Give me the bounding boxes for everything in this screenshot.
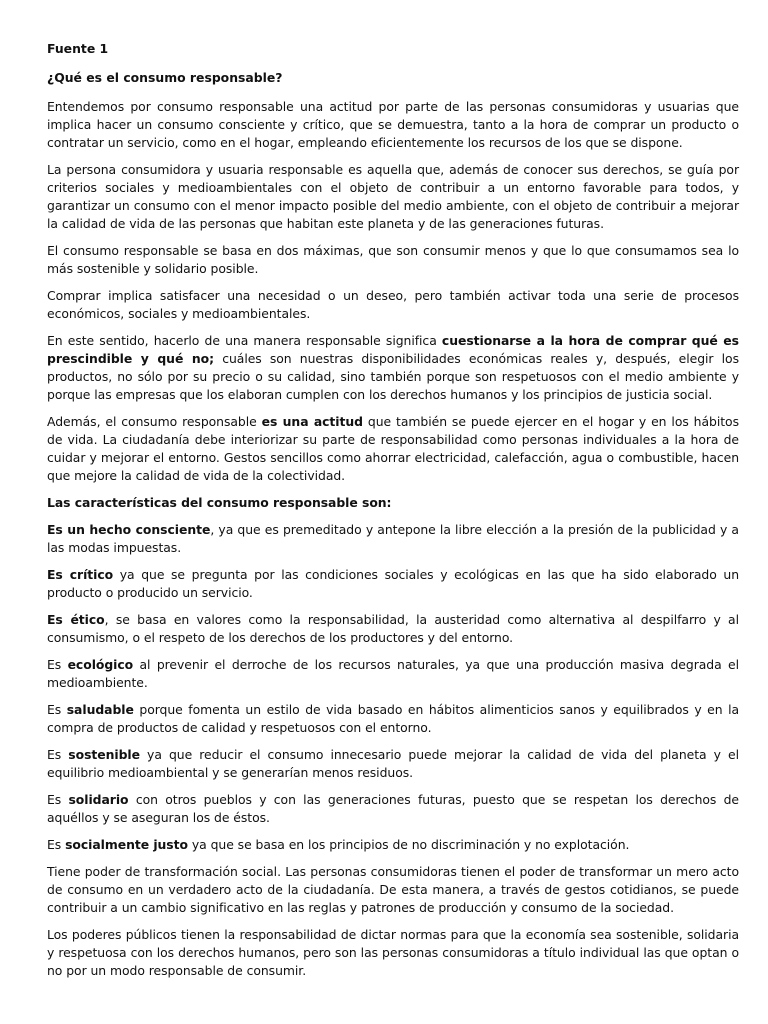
text-run: cuáles son nuestras disponibilidades económicas reales y, después, elegir los productos, no sólo por su precio o su calidad, sino también porque son respetuosos con el medio ambiente y porque las empresas que los elaboran cumplen con los derechos humanos y los principios de justicia social. bbox=[47, 351, 739, 402]
paragraph-p7 bbox=[47, 494, 739, 512]
paragraph-p13 bbox=[47, 746, 739, 782]
bold-text: socialmente justo bbox=[65, 837, 188, 852]
bold-text: Las características del consumo responsable son: bbox=[47, 495, 392, 510]
paragraph-p2 bbox=[47, 161, 739, 233]
text-run: La persona consumidora y usuaria responsable es aquella que, además de conocer sus derechos, se guía por criterios sociales y medioambientales con el objeto de contribuir a un entorno favorable para todos, y garantizar un consumo con el menor impacto posible del medio ambiente, con el objeto de contribuir a mejorar la calidad de vida de las personas que habitan este planeta y de las generaciones futuras. bbox=[47, 162, 739, 231]
text-run: Además, el consumo responsable bbox=[47, 414, 262, 429]
bold-text: es una actitud bbox=[261, 414, 363, 429]
bold-text: Es ético bbox=[47, 612, 105, 627]
bold-text: Es crítico bbox=[47, 567, 114, 582]
section-question: ¿Qué es el consumo responsable? bbox=[47, 70, 283, 85]
paragraph-p11 bbox=[47, 656, 739, 692]
bold-text: sostenible bbox=[68, 747, 140, 762]
paragraph-p15 bbox=[47, 836, 739, 854]
paragraph-p8 bbox=[47, 521, 739, 557]
text-run: Es bbox=[47, 702, 67, 717]
text-run: En este sentido, hacerlo de una manera responsable significa bbox=[47, 333, 442, 348]
text-run: , ya que es premeditado y antepone la libre elección a la presión de la publicidad y a las modas impuestas. bbox=[47, 522, 739, 555]
text-run: al prevenir el derroche de los recursos naturales, ya que una producción masiva degrada el medioambiente. bbox=[47, 657, 739, 690]
document-body bbox=[47, 98, 739, 980]
bold-text: saludable bbox=[66, 702, 134, 717]
text-run: Los poderes públicos tienen la responsabilidad de dictar normas para que la economía sea sostenible, solidaria y respetuosa con los derechos humanos, pero son las personas consumidoras a título individual las que optan o no por un modo responsable de consumir. bbox=[47, 927, 739, 978]
paragraph-p9 bbox=[47, 566, 739, 602]
paragraph-p1 bbox=[47, 98, 739, 152]
text-run: Es bbox=[47, 657, 68, 672]
paragraph-p17 bbox=[47, 926, 739, 980]
paragraph-p10 bbox=[47, 611, 739, 647]
paragraph-p5 bbox=[47, 332, 739, 404]
source-heading: Fuente 1 bbox=[47, 41, 109, 56]
text-run: Es bbox=[47, 747, 69, 762]
bold-text: solidario bbox=[68, 792, 129, 807]
text-run: ya que se pregunta por las condiciones sociales y ecológicas en las que ha sido elaborado un producto o producido un servicio. bbox=[47, 567, 739, 600]
paragraph-p4 bbox=[47, 287, 739, 323]
bold-text: Es un hecho consciente bbox=[47, 522, 211, 537]
text-run: ya que se basa en los principios de no discriminación y no explotación. bbox=[187, 837, 630, 852]
text-run: ya que reducir el consumo innecesario puede mejorar la calidad de vida del planeta y el equilibrio medioambiental y se generarían menos residuos. bbox=[47, 747, 739, 780]
paragraph-p12 bbox=[47, 701, 739, 737]
text-run: que también se puede ejercer en el hogar y en los hábitos de vida. La ciudadanía debe interiorizar su parte de responsabilidad como personas individuales a la hora de cuidar y mejorar el entorno. Gestos sencillos como ahorrar electricidad, calefacción, agua o combustible, hacen que mejore la calidad de vida de la colectividad. bbox=[47, 414, 739, 483]
paragraph-p6 bbox=[47, 413, 739, 485]
paragraph-p16 bbox=[47, 863, 739, 917]
text-run: Es bbox=[47, 792, 69, 807]
text-run: , se basa en valores como la responsabilidad, la austeridad como alternativa al despilfarro y al consumismo, o el respeto de los derechos de los productores y del entorno. bbox=[47, 612, 739, 645]
paragraph-p3 bbox=[47, 242, 739, 278]
text-run: Tiene poder de transformación social. Las personas consumidoras tienen el poder de transformar un mero acto de consumo en un verdadero acto de la ciudadanía. De esta manera, a través de gestos cotidianos, se puede contribuir a un cambio significativo en las reglas y patrones de producción y consumo de la sociedad. bbox=[47, 864, 739, 915]
text-run: Es bbox=[47, 837, 66, 852]
text-run: porque fomenta un estilo de vida basado en hábitos alimenticios sanos y equilibrados y en la compra de productos de calidad y respetuosos con el entorno. bbox=[47, 702, 740, 735]
text-run: con otros pueblos y con las generaciones futuras, puesto que se respetan los derechos de aquéllos y se aseguran los de éstos. bbox=[47, 792, 739, 825]
bold-text: ecológico bbox=[67, 657, 134, 672]
bold-text: cuestionarse a la hora de comprar qué es prescindible y qué no; bbox=[47, 333, 739, 366]
text-run: Entendemos por consumo responsable una actitud por parte de las personas consumidoras y usuarias que implica hacer un consumo consciente y crítico, que se demuestra, tanto a la hora de comprar un producto o contratar un servicio, como en el hogar, empleando eficientemente los recursos de los que se dispone. bbox=[47, 99, 739, 150]
paragraph-p14 bbox=[47, 791, 739, 827]
text-run: El consumo responsable se basa en dos máximas, que son consumir menos y que lo que consumamos sea lo más sostenible y solidario posible. bbox=[47, 243, 739, 276]
text-run: Comprar implica satisfacer una necesidad o un deseo, pero también activar toda una serie de procesos económicos, sociales y medioambientales. bbox=[47, 288, 739, 321]
